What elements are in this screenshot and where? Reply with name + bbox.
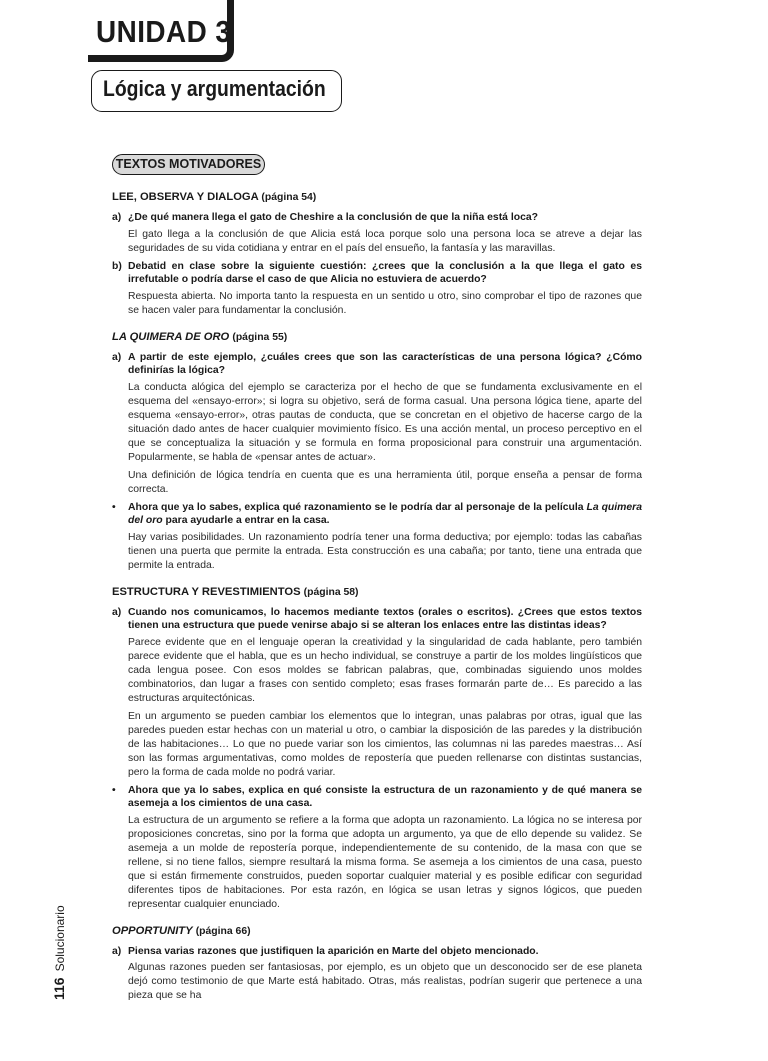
- unit-title: UNIDAD 3: [96, 14, 232, 49]
- question-text: para ayudarle a entrar en la casa.: [162, 515, 330, 526]
- question-marker: a): [112, 606, 122, 618]
- section-heading: [112, 924, 642, 939]
- section-title: ESTRUCTURA Y REVESTIMIENTOS: [112, 585, 301, 598]
- question-text: A partir de este ejemplo, ¿cuáles crees que son las características de una persona lógica? ¿Cómo definirías la lógica?: [128, 351, 642, 376]
- question-text: Piensa varias razones que justifiquen la aparición en Marte del objeto mencionado.: [128, 945, 539, 957]
- section-page-ref: (página 66): [195, 925, 251, 937]
- question-text: Debatid en clase sobre la siguiente cuestión: ¿crees que la conclusión a la que llega el gato es irrefutable o podría darse el caso de que Alicia no estuviera de acuerdo?: [128, 260, 642, 285]
- section-heading: [112, 585, 642, 600]
- section-heading: [112, 330, 642, 345]
- section-page-ref: (página 55): [232, 331, 288, 343]
- bullet-marker: •: [112, 784, 116, 796]
- section-title: OPPORTUNITY: [112, 924, 193, 937]
- answer: Parece evidente que en el lenguaje operan la creatividad y la singularidad de cada hablante, pero también parece evidente que el habla, que es un hecho individual, se construye a partir de los moldes lingüísticos que cada lengua posee. Con esos moldes se fabrican palabras, que, combinadas siguiendo unos moldes combinatorios, dan lugar a frases con sentido completo; esas frases formarán parte de… Es parecido a las estructuras arquitectónicas.: [128, 636, 642, 704]
- question: [112, 945, 642, 959]
- question: [112, 606, 642, 633]
- answer: Algunas razones pueden ser fantasiosas, por ejemplo, es un objeto que un desconocido ser de ese planeta dejó como testimonio de que Marte está habitado. Otras, más realistas, podrían sugerir que pertenece a una pieza que se ha: [128, 962, 642, 1001]
- question: [112, 784, 642, 811]
- page-number: 116: [51, 977, 67, 1000]
- question: [112, 501, 642, 528]
- section-page-ref: (página 54): [261, 192, 317, 203]
- question: [112, 260, 642, 287]
- question-text: Ahora que ya lo sabes, explica en qué consiste la estructura de un razonamiento y de qué manera se asemeja a los cimientos de una casa.: [128, 784, 642, 809]
- answer: La conducta alógica del ejemplo se caracteriza por el hecho de que se fundamenta exclusivamente en el esquema del «ensayo-error»; si logra su objetivo, será de forma casual. Una persona lógica tiene, aparte del esquema «ensayo-error», otras pautas de conducta, que se concretan en el objetivo de hacerse cargo de la situación dado antes de hacer cualquier movimiento físico. Es una acción mental, un proceso perceptivo en el que se conceptualiza la situación y se formula en forma proposicional para construir una argumentación. Popularmente, se habla de «pensar antes de actuar».: [128, 381, 642, 463]
- answer: La estructura de un argumento se refiere a la forma que adopta un razonamiento. La lógica no se interesa por proposiciones concretas, sino por la forma que adopta un argumento, ya que de ello depende su validez. Se asemeja a un molde de repostería porque, independientemente de su contenido, de la masa con que se rellene, si no tiene fallos, siempre resultará la misma forma. Se asemeja a los cimientos de una casa, puesto que si están firmemente construidos, pueden soportar cualquier material y es posible edificar con seguridad diferentes tipos de habitaciones. Por esta razón, en lógica se usan letras y signos lógicos, que pueden representar cualquier enunciado.: [128, 814, 642, 910]
- film-title: La quimera del oro: [128, 501, 642, 526]
- answer: El gato llega a la conclusión de que Alicia está loca porque solo una persona loca se atreve a dejar las seguridades de su vida cotidiana y entrar en el país del ensueño, la fantasía y las maravillas.: [128, 228, 642, 254]
- side-section-name: Solucionario: [53, 905, 67, 972]
- question-text: Cuando nos comunicamos, lo hacemos mediante textos (orales o escritos). ¿Crees que estos textos tienen una estructura que puede venirse abajo si se alteran los enlaces entre las distintas ideas?: [128, 606, 642, 631]
- bullet-marker: •: [112, 501, 116, 513]
- question-marker: a): [112, 212, 122, 223]
- section-title: LEE, OBSERVA Y DIALOGA: [112, 191, 259, 203]
- question-marker: b): [112, 260, 122, 272]
- answer: En un argumento se pueden cambiar los elementos que lo integran, unas palabras por otras, igual que las paredes pueden estar hechas con un material u otro, o cambiar la disposición de las paredes y la distribución de las habitaciones… Lo que no puede variar son los cimientos, las columnas ni las paredes maestras… Así son las formas argumentativas, como moldes de repostería que pueden rellenarse con distintas sustancias, pero la forma de cada molde no podrá variar.: [128, 710, 642, 778]
- answer: Hay varias posibilidades. Un razonamiento podría tener una forma deductiva; por ejemplo: todas las cabañas tienen una puerta que permite la entrada. Esta construcción es una cabaña; por tanto, tiene una entrada que permite la entrada.: [128, 531, 642, 571]
- answer: Respuesta abierta. No importa tanto la respuesta en un sentido u otro, sino comprobar el tipo de razones que se hacen valer para fundamentar la conclusión.: [128, 290, 642, 316]
- question: [112, 351, 642, 378]
- question: [112, 211, 642, 225]
- section-heading: [112, 190, 642, 205]
- page-content: [112, 190, 642, 1007]
- section-title: LA QUIMERA DE ORO: [112, 330, 230, 343]
- section-pill: TEXTOS MOTIVADORES: [112, 154, 265, 175]
- topic-title: Lógica y argumentación: [103, 76, 326, 101]
- question-text: ¿De qué manera llega el gato de Cheshire a la conclusión de que la niña está loca?: [128, 212, 538, 223]
- side-label: [51, 905, 67, 1000]
- answer: Una definición de lógica tendría en cuenta que es una herramienta útil, porque enseña a pensar de forma correcta.: [128, 469, 642, 495]
- question-marker: a): [112, 351, 122, 363]
- section-page-ref: (página 58): [303, 586, 359, 598]
- question-text: Ahora que ya lo sabes, explica qué razonamiento se le podría dar al personaje de la película: [128, 501, 587, 513]
- question-marker: a): [112, 945, 122, 957]
